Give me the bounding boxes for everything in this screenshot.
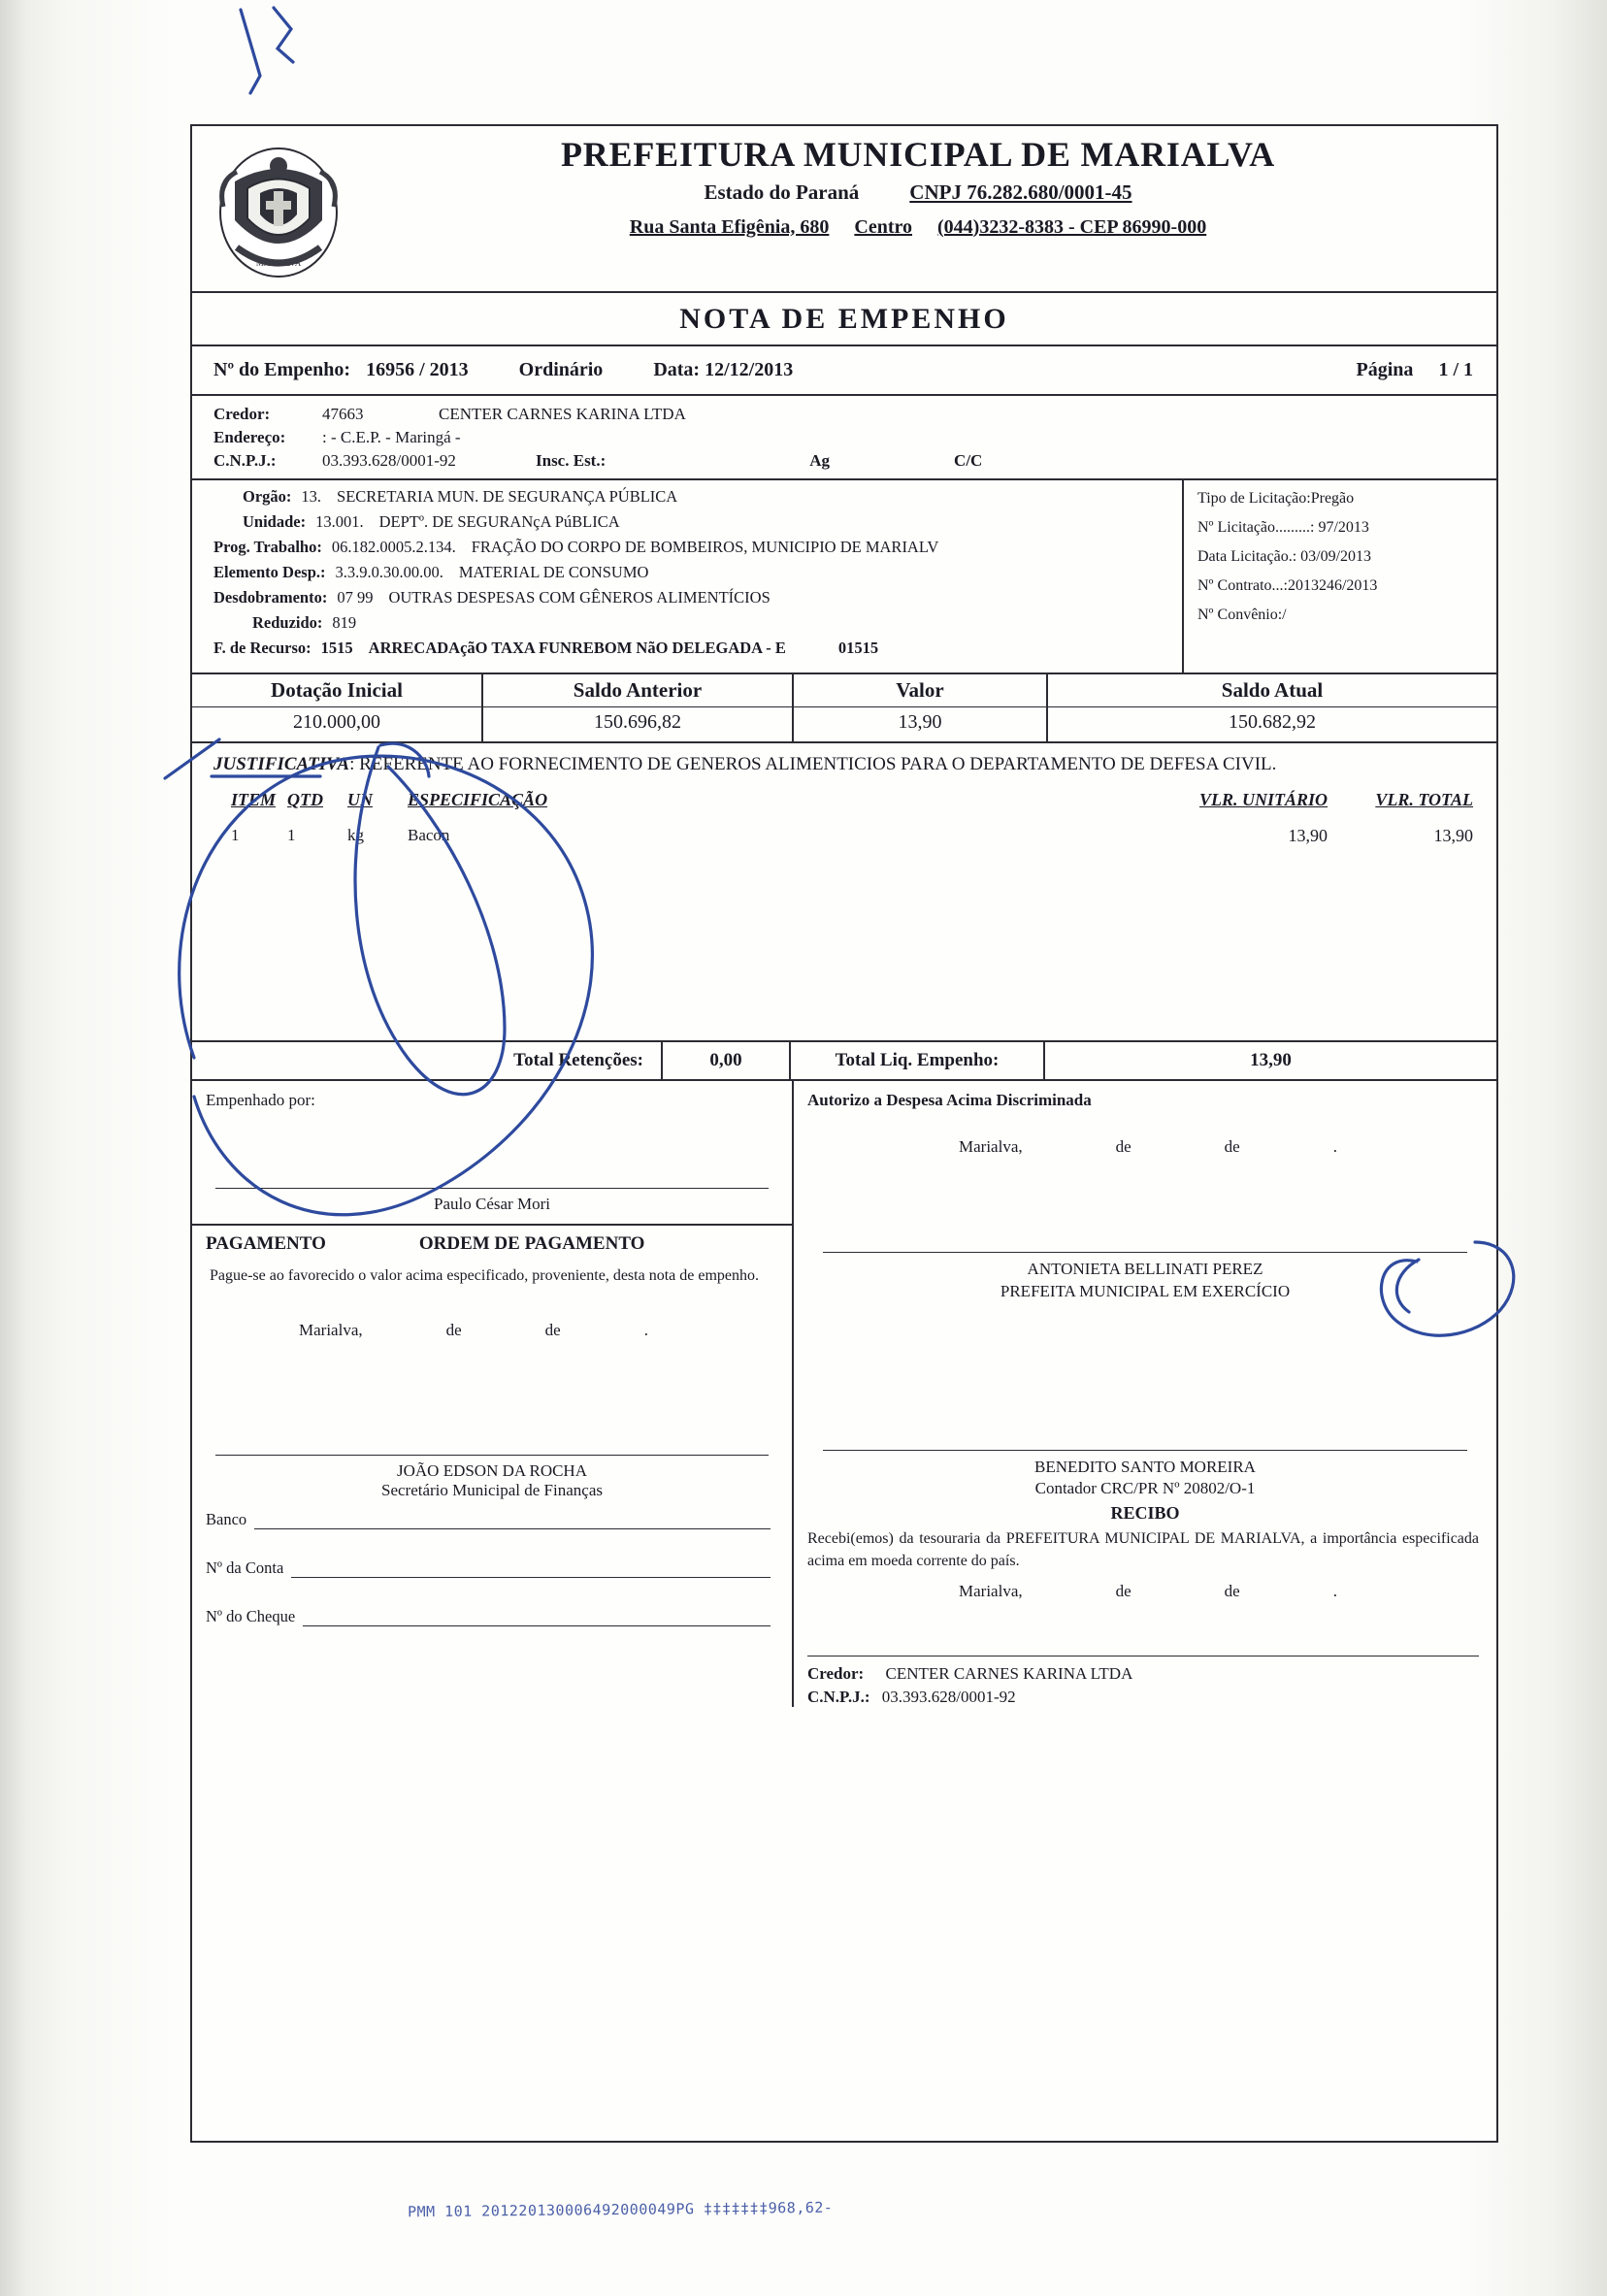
footer-barcode-text: PMM 101 201220130006492000049PG ‡‡‡‡‡‡‡968,62- [407,2198,834,2221]
conta-field-row[interactable] [206,1558,771,1578]
pagamento-label: PAGAMENTO [206,1233,326,1255]
coat-of-arms-icon [215,143,342,279]
pagamento-dot: . [643,1320,648,1339]
credor-cnpj-value: 03.393.628/0001-92 [322,451,456,470]
header-text [365,126,1496,291]
banco-field-row[interactable] [206,1510,771,1529]
orgao-label: Orgão: [243,487,292,506]
empenhado-por-label: Empenhado por: [206,1091,315,1110]
unidade-name: DEPTº. DE SEGURANçA PúBLICA [378,511,620,531]
total-liquido-label: Total Liq. Empenho: [791,1042,1045,1079]
elemento-code: 3.3.9.0.30.00.00. [335,562,443,581]
cheque-field-row[interactable] [206,1607,771,1626]
recibo-cnpj-value: 03.393.628/0001-92 [881,1688,1016,1707]
justificativa-text: : REFERENTE AO FORNECIMENTO DE GENEROS ALIMENTICIOS PARA O DEPARTAMENTO DE DEFESA CIVIL. [349,753,1277,774]
autorizo-city-line [794,1110,1496,1157]
city-hall-title: PREFEITURA MUNICIPAL DE MARIALVA [560,135,1276,174]
row-item: 1 [231,826,240,845]
ordem-pagamento-label: ORDEM DE PAGAMENTO [418,1233,645,1255]
empenho-document [190,124,1498,2143]
elemento-label: Elemento Desp.: [213,562,326,581]
conta-corrente-label: C/C [954,451,983,470]
conta-label: Nº da Conta [206,1558,284,1577]
recibo-credor-label: Credor: [807,1664,865,1684]
items-header-row [192,786,1496,814]
credor-name: CENTER CARNES KARINA LTDA [439,405,686,423]
col-especificacao: ESPECIFICAÇÃO [408,790,548,810]
col-valor-unitario: VLR. UNITÁRIO [1198,790,1328,810]
recibo-de-1: de [1115,1582,1131,1601]
empenho-number-value: 16956 / 2013 [366,359,469,380]
fonte-recurso-extra: 01515 [837,638,879,657]
unidade-label: Unidade: [243,511,307,531]
header-state-cnpj [365,180,1471,205]
programa-code: 06.182.0005.2.134. [331,537,456,556]
prefeita-role: PREFEITA MUNICIPAL EM EXERCÍCIO [1000,1281,1291,1300]
header-cnpj: CNPJ 76.282.680/0001-45 [909,180,1132,204]
document-header [192,126,1496,293]
dotacao-inicial-header: Dotação Inicial [192,674,483,706]
page-value: 1 / 1 [1438,359,1473,380]
dotacao-header-row [192,674,1496,707]
prefeita-name: ANTONIETA BELLINATI PEREZ [1027,1260,1263,1279]
banco-input-line[interactable] [254,1515,771,1529]
credor-row [213,405,1475,424]
desdobramento-name: OUTRAS DESPESAS COM GÊNEROS ALIMENTÍCIOS [388,587,771,607]
licitacao-contrato: Nº Contrato...:2013246/2013 [1197,577,1378,594]
classification-block [192,480,1496,674]
recibo-cnpj-label: C.N.P.J.: [807,1688,870,1707]
col-valor-total: VLR. TOTAL [1375,790,1473,810]
header-address-line [365,216,1471,239]
credor-code: 47663 [322,405,364,423]
recibo-title: RECIBO [1110,1502,1180,1523]
recibo-text: Recebi(emos) da tesouraria da PREFEITURA MUNICIPAL DE MARIALVA, a importância especificada acima em moeda corrente do país. [807,1529,1479,1570]
row-especificacao: Bacon [408,826,450,845]
empenhado-name: Paulo César Mori [434,1195,550,1214]
recibo-city: Marialva, [959,1582,1023,1601]
pagamento-header [192,1224,792,1261]
col-un: UN [347,790,373,810]
fonte-recurso-label: F. de Recurso: [213,638,312,657]
credor-cnpj-row [213,451,1475,471]
signature-area [192,1081,1496,1707]
valor-header: Valor [794,674,1048,706]
contador-role: Contador CRC/PR Nº 20802/O-1 [1034,1478,1256,1497]
state-label: Estado do Paraná [704,180,860,204]
autorizo-label: Autorizo a Despesa Acima Discriminada [807,1091,1092,1110]
dotacao-values-row [192,707,1496,743]
total-liquido-value: 13,90 [1250,1050,1292,1071]
row-valor-unitario: 13,90 [1288,826,1328,846]
endereco-row [213,428,1475,447]
licitacao-convenio: Nº Convênio:/ [1197,607,1287,623]
saldo-anterior-header: Saldo Anterior [483,674,794,706]
saldo-atual-header: Saldo Atual [1221,677,1324,702]
address-street: Rua Santa Efigênia, 680 [629,215,830,238]
desdobramento-label: Desdobramento: [213,587,328,607]
desdobramento-code: 07 99 [337,587,374,607]
elemento-name: MATERIAL DE CONSUMO [458,562,649,581]
bank-fields [192,1510,792,1626]
autorizo-city: Marialva, [959,1137,1023,1157]
signature-right-column [794,1081,1496,1707]
saldo-atual-value: 150.682,92 [1229,710,1316,733]
credor-block [192,396,1496,480]
programa-label: Prog. Trabalho: [213,537,322,556]
autorizo-dot: . [1332,1137,1337,1157]
cheque-label: Nº do Cheque [206,1606,296,1625]
credor-label: Credor: [213,405,271,423]
dotacao-inicial-value: 210.000,00 [192,707,483,741]
programa-name: FRAÇÃO DO CORPO DE BOMBEIROS, MUNICIPIO DE MARIALV [471,537,939,556]
unidade-code: 13.001. [315,511,364,531]
recibo-credor-name: CENTER CARNES KARINA LTDA [885,1664,1133,1684]
recibo-de-2: de [1224,1582,1240,1601]
col-item: ITEM [231,790,277,810]
cheque-input-line[interactable] [303,1612,771,1626]
total-retencoes-label: Total Retenções: [192,1042,663,1079]
endereco-value: : - C.E.P. - Maringá - [322,428,461,446]
prefeita-signature-name [794,1253,1496,1301]
signature-left-column [192,1081,794,1707]
total-retencoes-value: 0,00 [663,1042,791,1079]
programa-row [213,539,1172,557]
fonte-recurso-name: ARRECADAçãO TAXA FUNREBOM NãO DELEGADA - E [368,638,786,657]
pagamento-de-1: de [445,1320,462,1339]
licitacao-block [1182,480,1496,672]
inscricao-estadual-label: Insc. Est.: [536,451,607,470]
address-phone-cep: (044)3232-8383 - CEP 86990-000 [937,215,1207,238]
totals-row [192,1040,1496,1081]
row-qtd: 1 [287,826,296,845]
table-row [192,814,1496,850]
financas-name: JOÃO EDSON DA ROCHA [397,1460,587,1480]
pagamento-text: Pague-se ao favorecido o valor acima especificado, proveniente, desta nota de empenho. [210,1267,759,1285]
fonte-recurso-row [213,640,1172,658]
reduzido-label: Reduzido: [252,612,323,632]
autorizo-de-1: de [1115,1137,1131,1157]
empenho-kind: Ordinário [518,359,604,380]
autorizo-de-2: de [1224,1137,1240,1157]
empenho-date: Data: 12/12/2013 [653,359,794,380]
licitacao-tipo: Tipo de Licitação:Pregão [1197,490,1355,507]
saldo-anterior-value: 150.696,82 [483,707,794,741]
svg-text:MARIALVA: MARIALVA [255,258,302,268]
licitacao-data: Data Licitação.: 03/09/2013 [1197,548,1372,565]
fonte-recurso-code: 1515 [320,638,353,657]
orgao-name: SECRETARIA MUN. DE SEGURANÇA PÚBLICA [337,487,678,506]
agencia-label: Ag [809,451,831,470]
reduzido-value: 819 [332,612,357,632]
unidade-row [213,513,1172,532]
orgao-row [213,488,1172,507]
empenho-summary-row [192,346,1496,396]
col-qtd: QTD [287,790,323,810]
licitacao-numero: Nº Licitação.........: 97/2013 [1197,519,1369,536]
justificativa-label: JUSTIFICATIVA [213,753,350,774]
empenho-number-label: Nº do Empenho: [213,359,351,380]
recibo-city-line [794,1572,1496,1601]
pagamento-de-2: de [544,1320,561,1339]
row-un: kg [347,826,364,845]
justificativa-block [192,743,1496,787]
orgao-code: 13. [301,487,322,506]
page-label: Página [1356,359,1414,380]
desdobramento-row [213,589,1172,607]
endereco-label: Endereço: [213,428,286,446]
crest-cell [192,126,365,291]
recibo-credor-row [794,1656,1496,1684]
pagamento-city: Marialva, [299,1320,363,1339]
contador-name: BENEDITO SANTO MOREIRA [1034,1457,1256,1476]
reduzido-row [213,614,1172,633]
conta-input-line[interactable] [291,1563,771,1578]
valor-value: 13,90 [794,707,1048,741]
financas-signature-name [192,1456,792,1510]
elemento-row [213,564,1172,582]
row-valor-total: 13,90 [1433,826,1473,846]
financas-role: Secretário Municipal de Finanças [380,1480,603,1499]
recibo-dot: . [1332,1582,1337,1601]
items-empty-space [192,850,1496,1040]
contador-signature-name [794,1451,1496,1499]
address-district: Centro [854,215,912,238]
banco-label: Banco [206,1509,247,1528]
pagamento-city-line [192,1288,792,1340]
credor-cnpj-label: C.N.P.J.: [213,451,277,470]
recibo-cnpj-row [794,1684,1496,1707]
document-type-title: NOTA DE EMPENHO [192,293,1496,346]
budget-classification [192,480,1182,672]
